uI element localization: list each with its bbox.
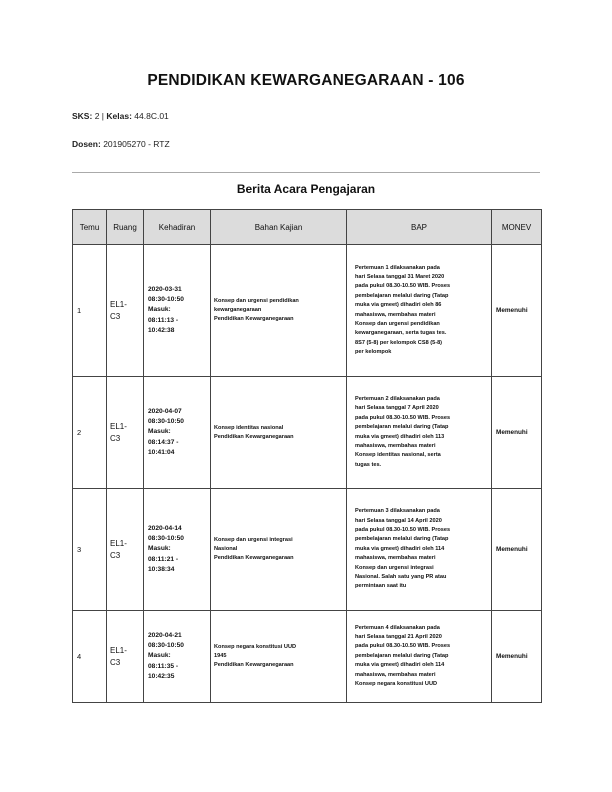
bap-line: pada pukul 08.30-10.50 WIB. Proses [355, 527, 451, 534]
bahan-kajian-cell [211, 377, 347, 489]
bahan-kajian-line: Konsep negara konstitusi UUD [214, 644, 297, 651]
kehadiran-line: 08:11:21 - [148, 555, 179, 563]
bap-line: mahasiswa, membahas materi [355, 311, 436, 318]
monev-cell: Memenuhi [492, 611, 542, 703]
bahan-kajian-cell [211, 489, 347, 611]
sks-kelas-line [72, 111, 169, 121]
ruang-cell [107, 245, 144, 377]
bap-cell [347, 489, 492, 611]
bap-line: pembelajaran melalui daring (Tatap [355, 536, 449, 543]
bap-line: Konsep dan urgensi integrasi [355, 564, 434, 571]
kehadiran-cell [144, 245, 211, 377]
bahan-kajian-line: kewarganegaraan [214, 307, 262, 314]
table-row [73, 611, 542, 703]
bap-line: hari Selasa tanggal 21 April 2020 [355, 634, 442, 641]
kehadiran-line: Masuk: [148, 652, 171, 660]
bap-line: Nasional. Salah satu yang PR atau [355, 573, 447, 580]
bap-line: per kelompok [355, 349, 392, 356]
bap-line: pembelajaran melalui daring (Tatap [355, 292, 449, 299]
kehadiran-cell [144, 611, 211, 703]
bap-line: hari Selasa tanggal 31 Maret 2020 [355, 273, 445, 280]
bap-table [72, 209, 542, 703]
bahan-kajian-line: Pendidikan Kewarganegaraan [214, 661, 294, 668]
header-temu: Temu [73, 210, 107, 245]
ruang-cell [107, 377, 144, 489]
header-monev: MONEV [492, 210, 542, 245]
kehadiran-line: 10:41:04 [148, 448, 175, 456]
temu-cell: 1 [73, 245, 107, 377]
bap-line: pada pukul 08.30-10.50 WIB. Proses [355, 414, 451, 421]
kehadiran-line: 08:30-10:50 [148, 642, 184, 650]
header-kehadiran: Kehadiran [144, 210, 211, 245]
bap-line: Konsep identitas nasional, serta [355, 452, 441, 459]
bahan-kajian-line: Pendidikan Kewarganegaraan [214, 315, 294, 322]
bap-line: muka via gmeet) dihadiri oleh 114 [355, 545, 445, 552]
kelas-label: Kelas: [106, 111, 132, 121]
bap-line: Pertemuan 3 dilaksanakan pada [355, 508, 440, 515]
table-row [73, 245, 542, 377]
divider [72, 172, 540, 173]
bap-line: mahasiswa, membahas materi [355, 442, 436, 449]
ruang-line: C3 [110, 311, 121, 321]
kehadiran-cell [144, 489, 211, 611]
header-ruang: Ruang [107, 210, 144, 245]
table-row [73, 377, 542, 489]
bap-line: kewarganegaraan, serta tugas tes. [355, 330, 447, 337]
bap-line: Konsep dan urgensi pendidikan [355, 320, 440, 327]
ruang-line: C3 [110, 433, 121, 443]
dosen-value: 201905270 - RTZ [103, 139, 170, 149]
kehadiran-line: 10:38:34 [148, 565, 175, 573]
kehadiran-line: 2020-04-14 [148, 524, 182, 532]
section-title: Berita Acara Pengajaran [236, 182, 376, 196]
temu-cell: 3 [73, 489, 107, 611]
dosen-line [72, 139, 170, 149]
header-bahan-kajian: Bahan Kajian [211, 210, 347, 245]
ruang-line: C3 [110, 550, 121, 560]
bap-line: Pertemuan 2 dilaksanakan pada [355, 395, 440, 402]
bahan-kajian-cell [211, 245, 347, 377]
ruang-line: EL1- [110, 299, 127, 309]
kehadiran-line: 08:30-10:50 [148, 535, 184, 543]
kehadiran-line: 08:11:13 - [148, 316, 179, 324]
bahan-kajian-line: 1945 [214, 653, 227, 660]
ruang-line: EL1- [110, 421, 127, 431]
bap-cell [347, 611, 492, 703]
kehadiran-line: Masuk: [148, 428, 171, 436]
separator: | [101, 111, 105, 121]
bap-line: pada pukul 08.30-10.50 WIB. Proses [355, 283, 451, 290]
kelas-value: 44.8C.01 [134, 111, 169, 121]
kehadiran-line: 08:14:37 - [148, 438, 179, 446]
temu-cell: 4 [73, 611, 107, 703]
bahan-kajian-line: Nasional [214, 546, 238, 553]
sks-value: 2 [94, 111, 100, 121]
bahan-kajian-line: Konsep identitas nasional [214, 424, 284, 431]
bap-line: pada pukul 08.30-10.50 WIB. Proses [355, 643, 451, 650]
monev-cell: Memenuhi [492, 489, 542, 611]
kehadiran-line: 2020-03-31 [148, 285, 182, 293]
table-header-row [73, 210, 542, 245]
monev-cell: Memenuhi [492, 245, 542, 377]
ruang-line: C3 [110, 657, 121, 667]
kehadiran-line: 08:30-10:50 [148, 418, 184, 426]
bap-line: 8S7 (5-8) per kelompok CS8 (5-8) [355, 339, 443, 346]
bahan-kajian-line: Pendidikan Kewarganegaraan [214, 433, 294, 440]
kehadiran-line: 2020-04-21 [148, 631, 182, 639]
bahan-kajian-line: Pendidikan Kewarganegaraan [214, 554, 294, 561]
kehadiran-line: 08:30-10:50 [148, 296, 184, 304]
bap-line: pembelajaran melalui daring (Tatap [355, 652, 449, 659]
bap-cell [347, 377, 492, 489]
kehadiran-line: 08:11:35 - [148, 662, 179, 670]
bap-line: muka via gmeet) dihadiri oleh 114 [355, 662, 445, 669]
header-bap: BAP [347, 210, 492, 245]
bap-line: tugas tes. [355, 461, 382, 468]
kehadiran-line: 10:42:38 [148, 326, 175, 334]
ruang-line: EL1- [110, 645, 127, 655]
bahan-kajian-cell [211, 611, 347, 703]
bahan-kajian-line: Konsep dan urgensi pendidikan [214, 298, 299, 305]
monev-cell: Memenuhi [492, 377, 542, 489]
bap-line: muka via gmeet) dihadiri oleh 86 [355, 302, 442, 309]
ruang-cell [107, 611, 144, 703]
bap-line: Pertemuan 4 dilaksanakan pada [355, 624, 440, 631]
bap-line: hari Selasa tanggal 14 April 2020 [355, 517, 442, 524]
bahan-kajian-line: Konsep dan urgensi integrasi [214, 537, 293, 544]
ruang-cell [107, 489, 144, 611]
temu-cell: 2 [73, 377, 107, 489]
ruang-line: EL1- [110, 538, 127, 548]
bap-line: Pertemuan 1 dilaksanakan pada [355, 264, 440, 271]
bap-cell [347, 245, 492, 377]
table-row [73, 489, 542, 611]
bap-line: mahasiswa, membahas materi [355, 671, 436, 678]
bap-line: muka via gmeet) dihadiri oleh 113 [355, 433, 445, 440]
kehadiran-cell [144, 377, 211, 489]
kehadiran-line: Masuk: [148, 545, 171, 553]
kehadiran-line: 2020-04-07 [148, 407, 182, 415]
bap-line: permintaan saat itu [355, 583, 407, 590]
bap-line: Konsep negara konstitusi UUD [355, 680, 438, 687]
bap-line: mahasiswa, membahas materi [355, 555, 436, 562]
sks-label: SKS: [72, 111, 93, 121]
bap-line: hari Selasa tanggal 7 April 2020 [355, 405, 439, 412]
kehadiran-line: 10:42:35 [148, 672, 175, 680]
document-title: PENDIDIKAN KEWARGANEGARAAN - 106 [147, 72, 465, 89]
bap-line: pembelajaran melalui daring (Tatap [355, 424, 449, 431]
kehadiran-line: Masuk: [148, 306, 171, 314]
dosen-label: Dosen: [72, 139, 101, 149]
